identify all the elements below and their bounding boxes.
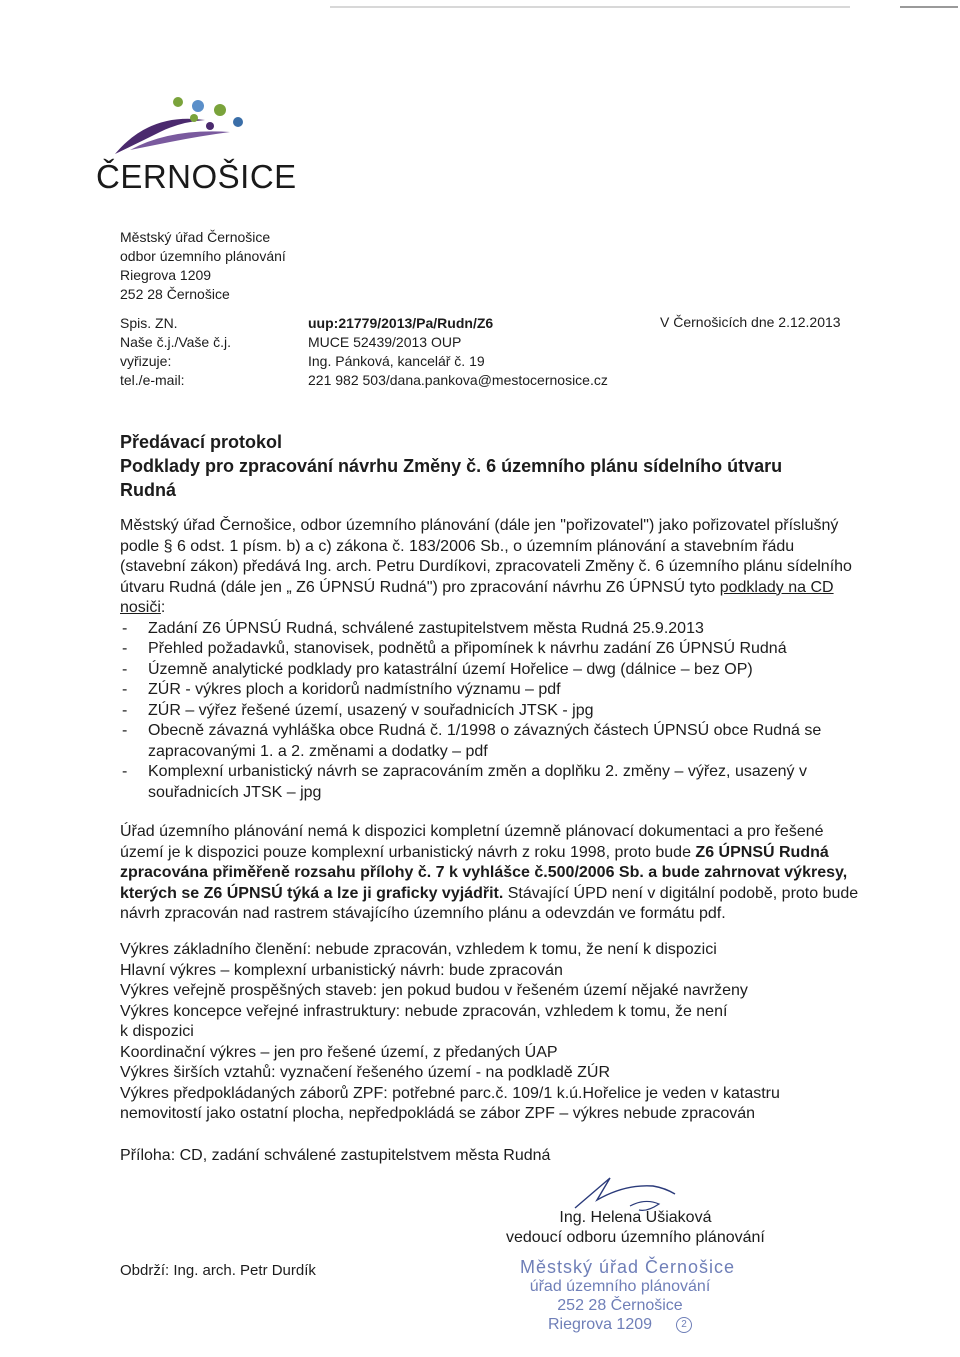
recipient-line: Obdrží: Ing. arch. Petr Durdík bbox=[120, 1262, 316, 1279]
signer-name: Ing. Helena Ušiaková bbox=[559, 1209, 712, 1226]
stamp-line: Riegrova 1209 bbox=[547, 1316, 653, 1333]
headline-line: Předávací protokol bbox=[120, 432, 283, 452]
ref-label: Spis. ZN. bbox=[120, 315, 178, 331]
list-item: - ZÚR - výkres ploch a koridorů nadmístního významu – pdf bbox=[120, 680, 860, 701]
drawings-list bbox=[120, 940, 860, 1125]
document-date: V Černošicích dne 2.12.2013 bbox=[660, 314, 841, 330]
attachment-note: Příloha: CD, zadání schválené zastupitelstvem města Rudná bbox=[120, 1147, 551, 1164]
list-item: - Územně analytické podklady pro katastrální území Hořelice – dwg (dálnice – bez OP) bbox=[120, 660, 860, 681]
scan-top-line bbox=[330, 6, 850, 8]
stamp-number: 2 bbox=[676, 1317, 692, 1333]
intro-underlined: podklady na CD nosiči bbox=[120, 578, 834, 616]
drawing-line: Koordinační výkres – jen pro řešené území, z předaných ÚAP bbox=[120, 1043, 558, 1061]
para2-text: Úřad územního plánování nemá k dispozici kompletní územně plánovací dokumentaci a pro řešené území je k dispozici pouze komplexní urbanistický návrh z roku 1998, proto bude bbox=[120, 823, 824, 861]
materials-list bbox=[120, 619, 860, 804]
drawing-line: k dispozici bbox=[120, 1023, 194, 1040]
drawing-line: Výkres širších vztahů: vyznačení řešeného území - na podkladě ZÚR bbox=[120, 1064, 610, 1081]
intro-section bbox=[120, 516, 860, 803]
signer-role: vedoucí odboru územního plánování bbox=[506, 1229, 765, 1246]
logo-name: ČERNOŠICE bbox=[96, 158, 297, 195]
list-item: - Obecně závazná vyhláška obce Rudná č. 1/1998 o závazných částech ÚPNSÚ obce Rudná se zapracovanými 1. a 2. změnami a dodatky – pdf bbox=[120, 721, 860, 762]
document-headline bbox=[120, 430, 782, 502]
stamp-line: 252 28 Černošice bbox=[557, 1297, 683, 1314]
intro-end: : bbox=[160, 599, 166, 616]
signer-block bbox=[506, 1208, 765, 1248]
drawing-line: Výkres veřejně prospěšných staveb: jen pokud budou v řešeném území nějaké navrženy bbox=[120, 982, 748, 999]
para2-text-end: Stávající ÚPD není v digitální podobě, proto bude návrh zpracován nad rastrem stávajícího územního plánu a odevzdán ve formátu pdf. bbox=[120, 884, 859, 922]
scan-top-line-right bbox=[900, 6, 958, 8]
reference-values bbox=[308, 314, 608, 390]
cernosice-logo-icon bbox=[110, 92, 270, 162]
ref-label: tel./e-mail: bbox=[120, 372, 185, 388]
drawing-line: Výkres koncepce veřejné infrastruktury: nebude zpracován, vzhledem k tomu, že není bbox=[120, 1002, 728, 1020]
drawing-line: Výkres předpokládaných záborů ZPF: potřebné parc.č. 109/1 k.ú.Hořelice je veden v katastru bbox=[120, 1084, 780, 1102]
reference-labels bbox=[120, 314, 231, 390]
drawing-line: nemovitostí jako ostatní plocha, nepředpokládá se zábor ZPF – výkres nebude zpracován bbox=[120, 1105, 756, 1122]
sender-line: Městský úřad Černošice bbox=[120, 229, 271, 245]
intro-text: Městský úřad Černošice, odbor územního plánování (dále jen "pořizovatel") jako pořizovatel příslušný podle § 6 odst. 1 písm. b) a c) zákona č. 183/2006 Sb., o územním plánování a stavebním řádu (stavební zákon) předává Ing. arch. Petru Durdíkovi, zpracovateli Změny č. 6 územního plánu sídelního útvaru Rudná (dále jen „ Z6 ÚPNSÚ Rudná") pro zpracování návrhu Z6 ÚPNSÚ tyto bbox=[120, 517, 852, 596]
file-number: uup:21779/2013/Pa/Rudn/Z6 bbox=[308, 315, 494, 331]
office-stamp bbox=[520, 1257, 736, 1334]
stamp-line: úřad územního plánování bbox=[529, 1278, 711, 1295]
para2-bold: Z6 ÚPNSÚ Rudná zpracována přiměřeně rozsahu přílohy č. 7 k vyhlášce č.500/2006 Sb. a bude zahrnovat výkresy, kterých se Z6 ÚPNSÚ týká a lze ji graficky vyjádřit. bbox=[120, 843, 848, 902]
sender-line: 252 28 Černošice bbox=[120, 286, 230, 302]
sender-line: Riegrova 1209 bbox=[120, 267, 212, 283]
headline-line: Rudná bbox=[120, 480, 176, 500]
list-item: - Přehled požadavků, stanovisek, podnětů a připomínek k návrhu zadání Z6 ÚPNSÚ Rudná bbox=[120, 639, 860, 660]
list-item: - Komplexní urbanistický návrh se zapracováním změn a doplňku 2. změny – výřez, usazený v souřadnicích JTSK – jpg bbox=[120, 762, 860, 803]
list-item: - Zadání Z6 ÚPNSÚ Rudná, schválené zastupitelstvem města Rudná 25.9.2013 bbox=[120, 619, 860, 640]
processing-paragraph bbox=[120, 822, 860, 925]
drawing-line: Hlavní výkres – komplexní urbanistický návrh: bude zpracován bbox=[120, 961, 563, 979]
drawing-line: Výkres základního členění: nebude zpracován, vzhledem k tomu, že není k dispozici bbox=[120, 941, 717, 958]
handled-by: Ing. Pánková, kancelář č. 19 bbox=[308, 353, 485, 369]
headline-line: Podklady pro zpracování návrhu Změny č. 6 územního plánu sídelního útvaru bbox=[120, 456, 783, 476]
intro-paragraph bbox=[120, 516, 860, 619]
ref-label: Naše č.j./Vaše č.j. bbox=[120, 334, 232, 350]
sender-address bbox=[120, 228, 286, 304]
sender-line: odbor územního plánování bbox=[120, 248, 286, 264]
ref-label: vyřizuje: bbox=[120, 353, 172, 369]
stamp-line: Městský úřad Černošice bbox=[520, 1257, 736, 1277]
list-item: - ZÚR – výřez řešené území, usazený v souřadnicích JTSK - jpg bbox=[120, 701, 860, 722]
contact: 221 982 503/dana.pankova@mestocernosice.cz bbox=[308, 372, 608, 388]
ref-number: MUCE 52439/2013 OUP bbox=[308, 334, 462, 350]
